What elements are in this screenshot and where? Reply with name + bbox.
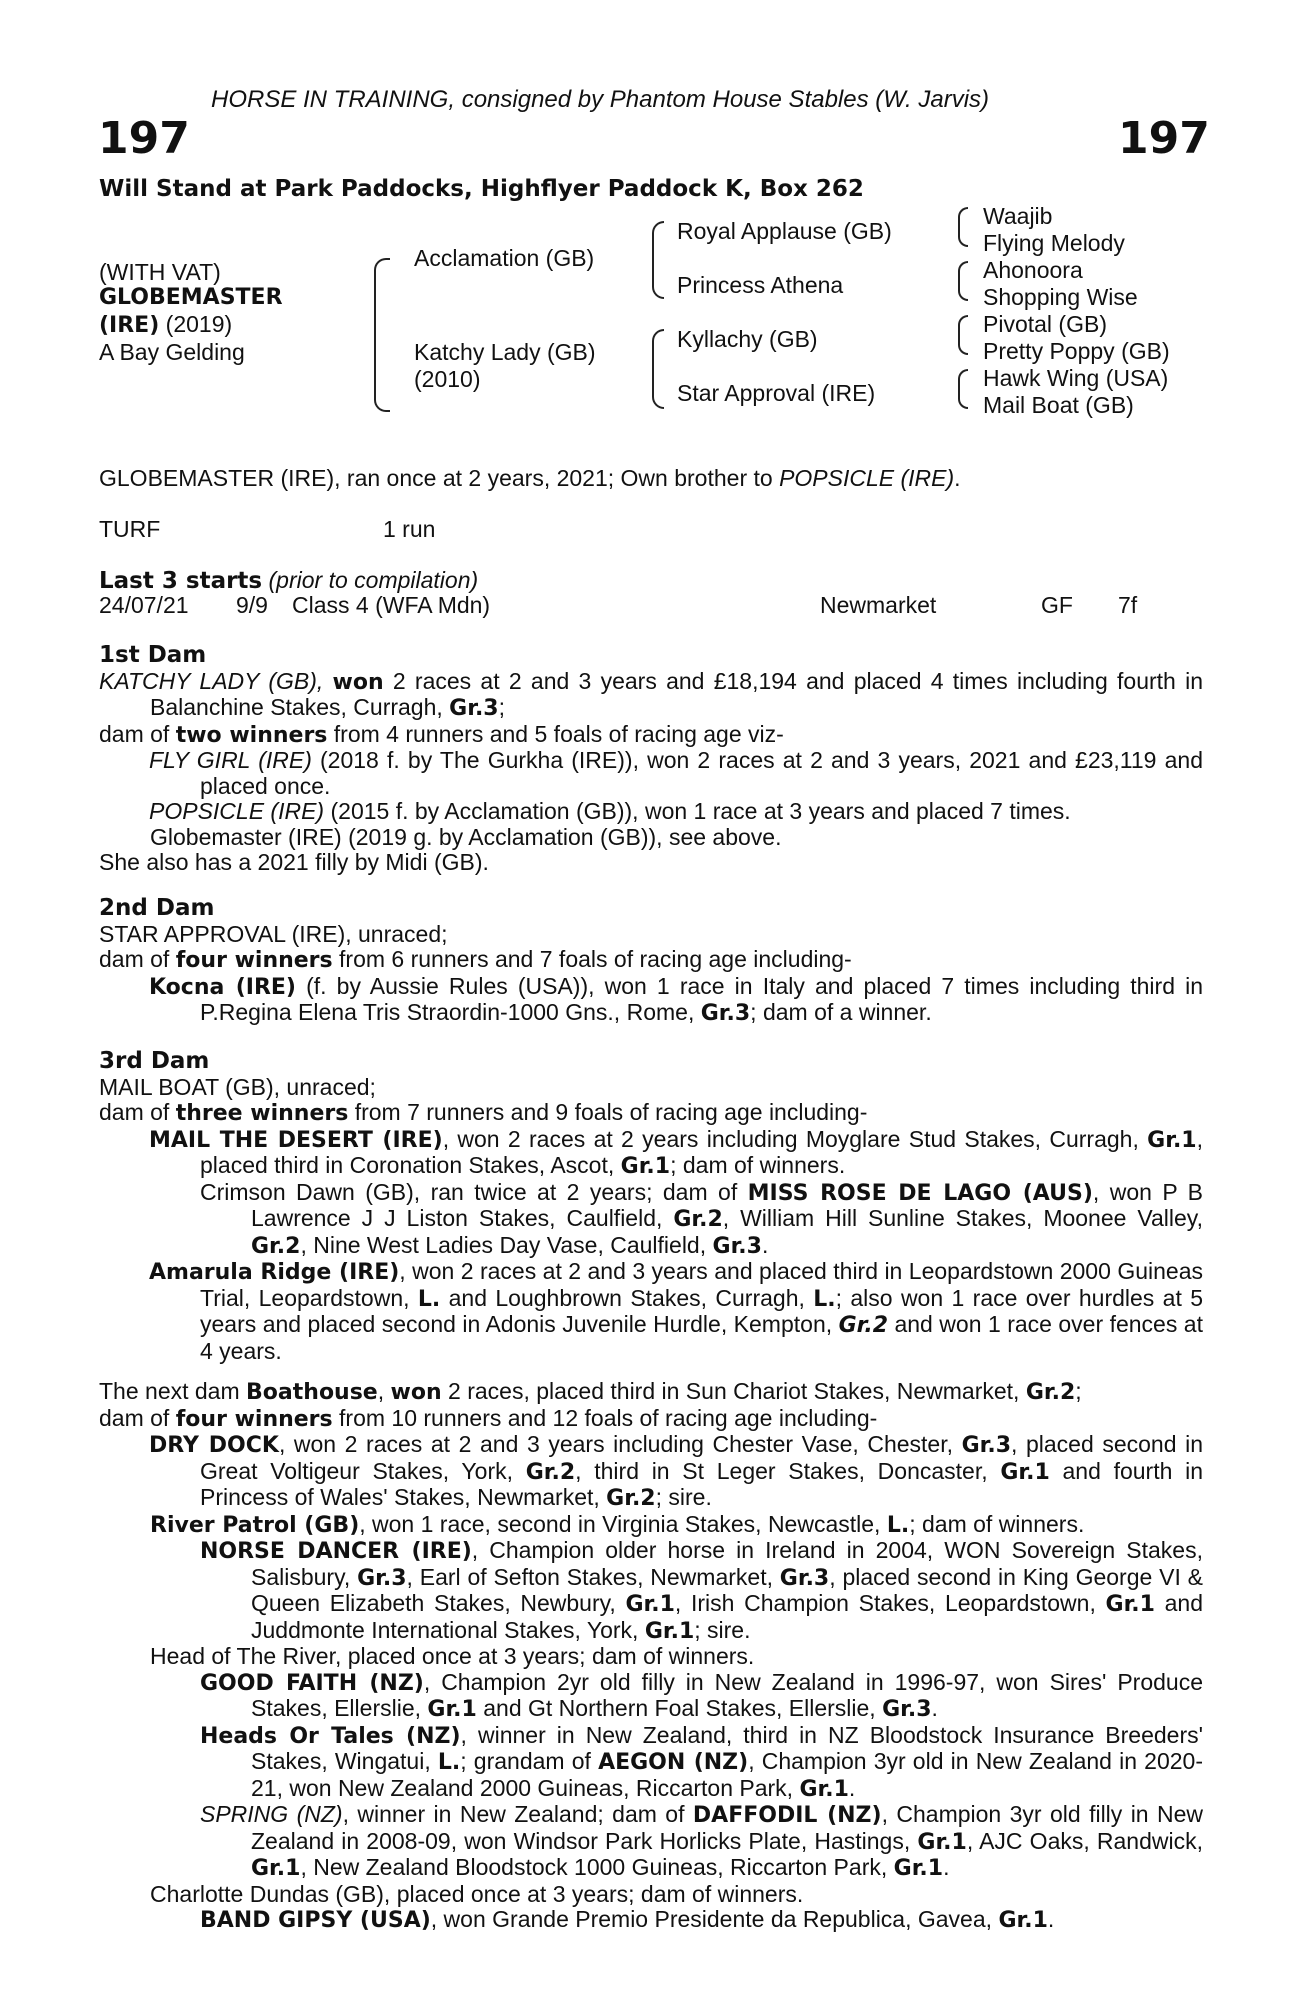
list-item: Globemaster (IRE) (2019 g. by Acclamation (GB)), see above. — [150, 823, 782, 850]
race-summary: GLOBEMASTER (IRE), ran once at 2 years, 2021; Own brother to POPSICLE (IRE). — [99, 465, 961, 491]
last-starts-heading: Last 3 starts (prior to compilation) — [99, 567, 479, 594]
produce-line: dam of two winners from 4 runners and 5 foals of racing age viz- — [99, 720, 784, 748]
note-line: She also has a 2021 filly by Midi (GB). — [99, 849, 489, 875]
section-heading: 1st Dam — [99, 642, 207, 668]
pedigree-gen3-7: Hawk Wing (USA) — [983, 365, 1169, 391]
list-item: FLY GIRL (IRE) (2018 f. by The Gurkha (IRE)), won 2 races at 2 and 3 years, 2021 and £23,119 and placed once. — [149, 747, 1203, 799]
pedigree-gen3-6: Pretty Poppy (GB) — [983, 338, 1170, 364]
produce-line: dam of three winners from 7 runners and 9 foals of racing age including- — [99, 1099, 868, 1126]
pedigree-gen3-8: Mail Boat (GB) — [983, 392, 1134, 418]
list-item: Head of The River, placed once at 3 years; dam of winners. — [150, 1643, 755, 1669]
pedigree-dam-sire: Kyllachy (GB) — [677, 326, 818, 352]
start-distance: 7f — [1118, 592, 1138, 618]
list-item: Charlotte Dundas (GB), placed once at 3 years; dam of winners. — [150, 1880, 804, 1907]
list-item: NORSE DANCER (IRE), Champion older horse in Ireland in 2004, WON Sovereign Stakes, Salisbury, Gr.3, Earl of Sefton Stakes, Newmarket, Gr.3, placed second in King George VI & Queen Elizabeth Stakes, Newbury, Gr.1, Irish Champion Stakes, Leopardstown, Gr.1 and Juddmonte International Stakes, York, Gr.1; sire. — [200, 1537, 1204, 1644]
second-dam-section — [99, 896, 1203, 1027]
next-dam-section — [99, 1379, 1203, 1934]
dam-line: STAR APPROVAL (IRE), unraced; — [99, 920, 448, 947]
pedigree-gen3-2: Flying Melody — [983, 230, 1125, 256]
pedigree-sire-sire: Royal Applause (GB) — [677, 218, 892, 244]
page-title: HORSE IN TRAINING, consigned by Phantom House Stables (W. Jarvis) — [211, 86, 990, 113]
start-course: Newmarket — [820, 592, 937, 618]
third-dam-section — [99, 1049, 1203, 1364]
produce-line: dam of four winners from 10 runners and 12 foals of racing age including- — [99, 1404, 878, 1432]
pedigree-brace — [652, 221, 664, 299]
pedigree-sire-dam: Princess Athena — [677, 272, 844, 298]
pedigree-brace — [652, 329, 664, 409]
start-position: 9/9 — [236, 592, 268, 618]
surface-label: TURF — [99, 516, 161, 542]
pedigree-gen3-1: Waajib — [983, 203, 1053, 229]
pedigree-dam-year: (2010) — [414, 366, 481, 392]
dam-line: The next dam Boathouse, won 2 races, placed third in Sun Chariot Stakes, Newmarket, Gr.2; — [99, 1378, 1082, 1405]
stable-location: Will Stand at Park Paddocks, Highflyer Paddock K, Box 262 — [99, 176, 864, 202]
list-item: MAIL THE DESERT (IRE), won 2 races at 2 years including Moyglare Stud Stakes, Curragh, Gr.1, placed third in Coronation Stakes, Ascot, Gr.1; dam of winners. — [149, 1125, 1203, 1179]
list-item: GOOD FAITH (NZ), Champion 2yr old filly in New Zealand in 1996-97, won Sires' Produce Stakes, Ellerslie, Gr.1 and Gt Northern Foal Stakes, Ellerslie, Gr.3. — [200, 1668, 1203, 1722]
start-race: Class 4 (WFA Mdn) — [292, 592, 491, 618]
list-item: DRY DOCK, won 2 races at 2 and 3 years including Chester Vase, Chester, Gr.3, placed second in Great Voltigeur Stakes, York, Gr.2, third in St Leger Stakes, Doncaster, Gr.1 and fourth in Princess of Wales' Stakes, Newmarket, Gr.2; sire. — [149, 1431, 1203, 1511]
dam-line: KATCHY LADY (GB), won 2 races at 2 and 3 years and £18,194 and placed 4 times including fourth in Balanchine Stakes, Curragh, Gr.3; — [99, 667, 1203, 721]
start-going: GF — [1041, 592, 1073, 618]
horse-name: GLOBEMASTER — [99, 285, 283, 310]
pedigree-sire: Acclamation (GB) — [414, 245, 595, 271]
list-item: Crimson Dawn (GB), ran twice at 2 years; dam of MISS ROSE DE LAGO (AUS), won P B Lawrence J J Liston Stakes, Caulfield, Gr.2, William Hill Sunline Stakes, Moonee Valley, Gr.2, Nine West Ladies Day Vase, Caulfield, Gr.3. — [200, 1178, 1203, 1259]
runs-count: 1 run — [383, 516, 436, 542]
pedigree-brace — [958, 315, 968, 355]
first-dam-section — [99, 643, 1203, 876]
list-item: Heads Or Tales (NZ), winner in New Zealand, third in NZ Bloodstock Insurance Breeders' Stakes, Wingatui, L.; grandam of AEGON (NZ), Champion 3yr old in New Zealand in 2020-21, won New Zealand 2000 Guineas, Riccarton Park, Gr.1. — [200, 1721, 1203, 1802]
lot-number-right: 197 — [1118, 113, 1210, 164]
pedigree-gen3-5: Pivotal (GB) — [983, 311, 1107, 337]
dam-line: MAIL BOAT (GB), unraced; — [99, 1073, 376, 1100]
list-item: SPRING (NZ), winner in New Zealand; dam of DAFFODIL (NZ), Champion 3yr old filly in New Zealand in 2008-09, won Windsor Park Horlicks Plate, Hastings, Gr.1, AJC Oaks, Randwick, Gr.1, New Zealand Bloodstock 1000 Guineas, Riccarton Park, Gr.1. — [200, 1801, 1204, 1881]
horse-name-suffix: (IRE) (2019) — [99, 311, 233, 338]
list-item: River Patrol (GB), won 1 race, second in Virginia Stakes, Newcastle, L.; dam of winners. — [150, 1510, 1085, 1538]
pedigree-dam-dam: Star Approval (IRE) — [677, 380, 876, 406]
pedigree-dam: Katchy Lady (GB) — [414, 339, 596, 365]
vat-note: (WITH VAT) — [99, 259, 221, 285]
list-item: POPSICLE (IRE) (2015 f. by Acclamation (GB)), won 1 race at 3 years and placed 7 times. — [149, 798, 1071, 824]
pedigree-brace — [958, 207, 968, 247]
pedigree-gen3-3: Ahonoora — [983, 257, 1083, 283]
section-heading: 2nd Dam — [99, 895, 215, 921]
section-heading: 3rd Dam — [99, 1048, 210, 1074]
list-item: Amarula Ridge (IRE), won 2 races at 2 and 3 years and placed third in Leopardstown 2000 Guineas Trial, Leopardstown, L. and Loughbrown Stakes, Curragh, L.; also won 1 race over hurdles at 5 years and placed second in Adonis Juvenile Hurdle, Kempton, Gr.2 and won 1 race over fences at 4 years. — [149, 1258, 1203, 1364]
pedigree-brace — [958, 261, 968, 301]
horse-description: A Bay Gelding — [99, 339, 245, 365]
produce-line: dam of four winners from 6 runners and 7 foals of racing age including- — [99, 946, 852, 973]
pedigree-brace — [374, 258, 390, 412]
lot-number-left: 197 — [98, 113, 190, 164]
pedigree-gen3-4: Shopping Wise — [983, 284, 1138, 310]
list-item: BAND GIPSY (USA), won Grande Premio Presidente da Republica, Gavea, Gr.1. — [200, 1906, 1055, 1933]
list-item: Kocna (IRE) (f. by Aussie Rules (USA)), won 1 race in Italy and placed 7 times including third in P.Regina Elena Tris Straordin-1000 Gns., Rome, Gr.3; dam of a winner. — [149, 972, 1203, 1026]
start-date: 24/07/21 — [99, 592, 189, 618]
pedigree-brace — [958, 369, 968, 409]
